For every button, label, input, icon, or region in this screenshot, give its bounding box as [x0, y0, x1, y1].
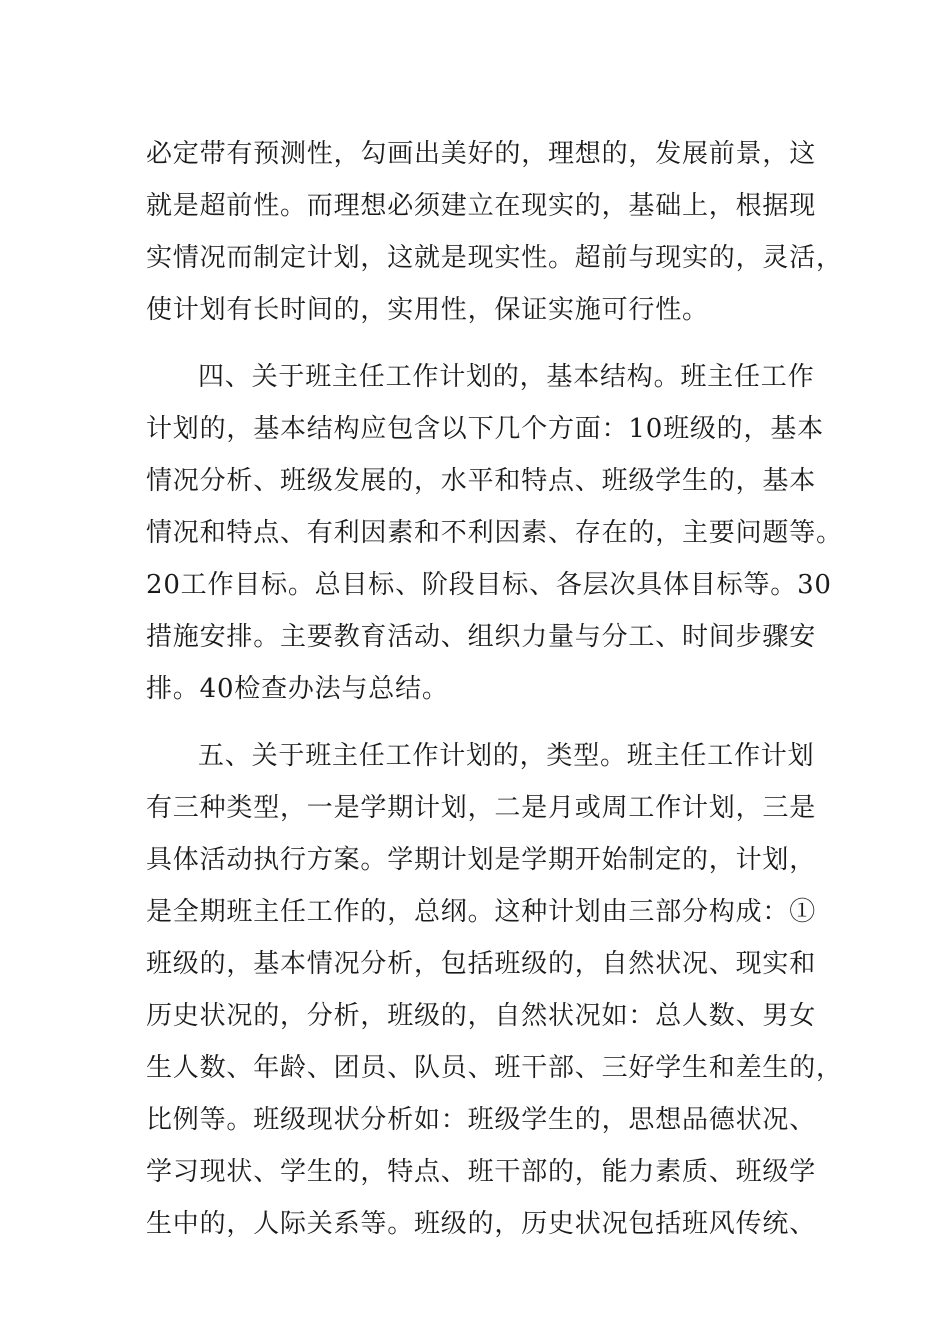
text-line: 排。40检查办法与总结。 [146, 674, 449, 704]
text-line: 比例等。班级现状分析如：班级学生的，思想品德状况、 [146, 1105, 817, 1135]
paragraph-1 [146, 128, 843, 336]
paragraph-3 [146, 730, 843, 1250]
text-line: 情况分析、班级发展的，水平和特点、班级学生的，基本 [146, 466, 817, 496]
text-line: 有三种类型，一是学期计划，二是月或周工作计划，三是 [146, 793, 817, 823]
paragraph-spacer [146, 336, 816, 351]
text-line: 措施安排。主要教育活动、组织力量与分工、时间步骤安 [146, 622, 817, 652]
text-line: 是全期班主任工作的，总纲。这种计划由三部分构成：① [146, 897, 817, 927]
text-line: 历史状况的，分析，班级的，自然状况如：总人数、男女 [146, 1001, 817, 1031]
text-line: 20工作目标。总目标、阶段目标、各层次具体目标等。30 [146, 570, 832, 600]
text-line: 使计划有长时间的，实用性，保证实施可行性。 [146, 295, 709, 325]
document-body [146, 128, 843, 1250]
text-line: 计划的，基本结构应包含以下几个方面：10班级的，基本 [146, 414, 824, 444]
paragraph-spacer [146, 715, 816, 730]
paragraph-2 [146, 351, 843, 715]
text-line: 就是超前性。而理想必须建立在现实的，基础上，根据现 [146, 191, 817, 221]
text-line: 五、关于班主任工作计划的，类型。班主任工作计划 [198, 741, 815, 771]
text-line: 生中的，人际关系等。班级的，历史状况包括班风传统、 [146, 1209, 817, 1239]
text-line: 必定带有预测性，勾画出美好的，理想的，发展前景，这 [146, 139, 817, 169]
text-line: 具体活动执行方案。学期计划是学期开始制定的，计划， [146, 845, 817, 875]
text-line: 班级的，基本情况分析，包括班级的，自然状况、现实和 [146, 949, 817, 979]
text-line: 四、关于班主任工作计划的，基本结构。班主任工作 [198, 362, 815, 392]
text-line: 学习现状、学生的，特点、班干部的，能力素质、班级学 [146, 1157, 817, 1187]
text-line: 生人数、年龄、团员、队员、班干部、三好学生和差生的， [146, 1053, 843, 1083]
text-line: 情况和特点、有利因素和不利因素、存在的，主要问题等。 [146, 518, 843, 548]
text-line: 实情况而制定计划，这就是现实性。超前与现实的，灵活， [146, 243, 843, 273]
